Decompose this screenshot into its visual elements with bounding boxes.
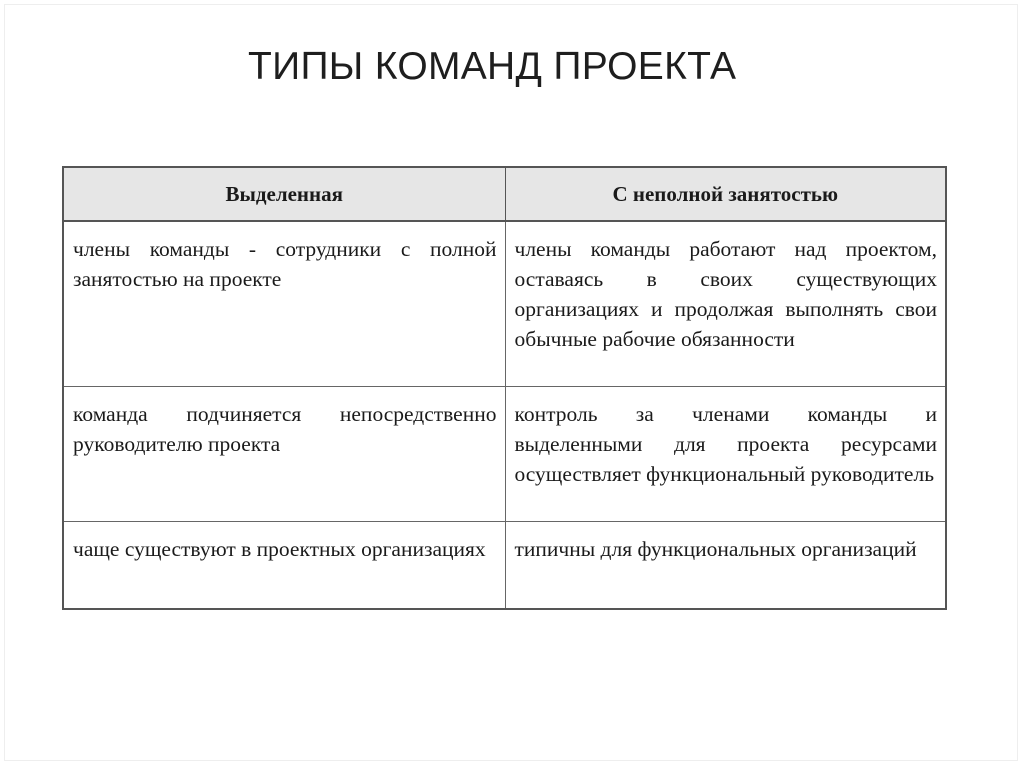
table-cell: члены команды работают над проектом, оставаясь в своих существующих организациях и продолжая выполнять свои обычные рабочие обязанности (505, 221, 946, 387)
column-header-part-time: С неполной занятостью (505, 167, 946, 221)
column-header-dedicated: Выделенная (63, 167, 505, 221)
table-row (63, 522, 946, 610)
table-cell: чаще существуют в проектных организациях (63, 522, 505, 610)
table-cell: члены команды - сотрудники с полной занятостью на проекте (63, 221, 505, 387)
table-cell: команда подчиняется непосредственно руководителю проекта (63, 387, 505, 522)
table-row (63, 221, 946, 387)
page-title: ТИПЫ КОМАНД ПРОЕКТА (248, 45, 737, 88)
table-cell: контроль за членами команды и выделенными для проекта ресурсами осуществляет функциональный руководитель (505, 387, 946, 522)
table-header-row (63, 167, 946, 221)
table-cell: типичны для функциональных организаций (505, 522, 946, 610)
table-row (63, 387, 946, 522)
team-types-table (62, 166, 947, 610)
